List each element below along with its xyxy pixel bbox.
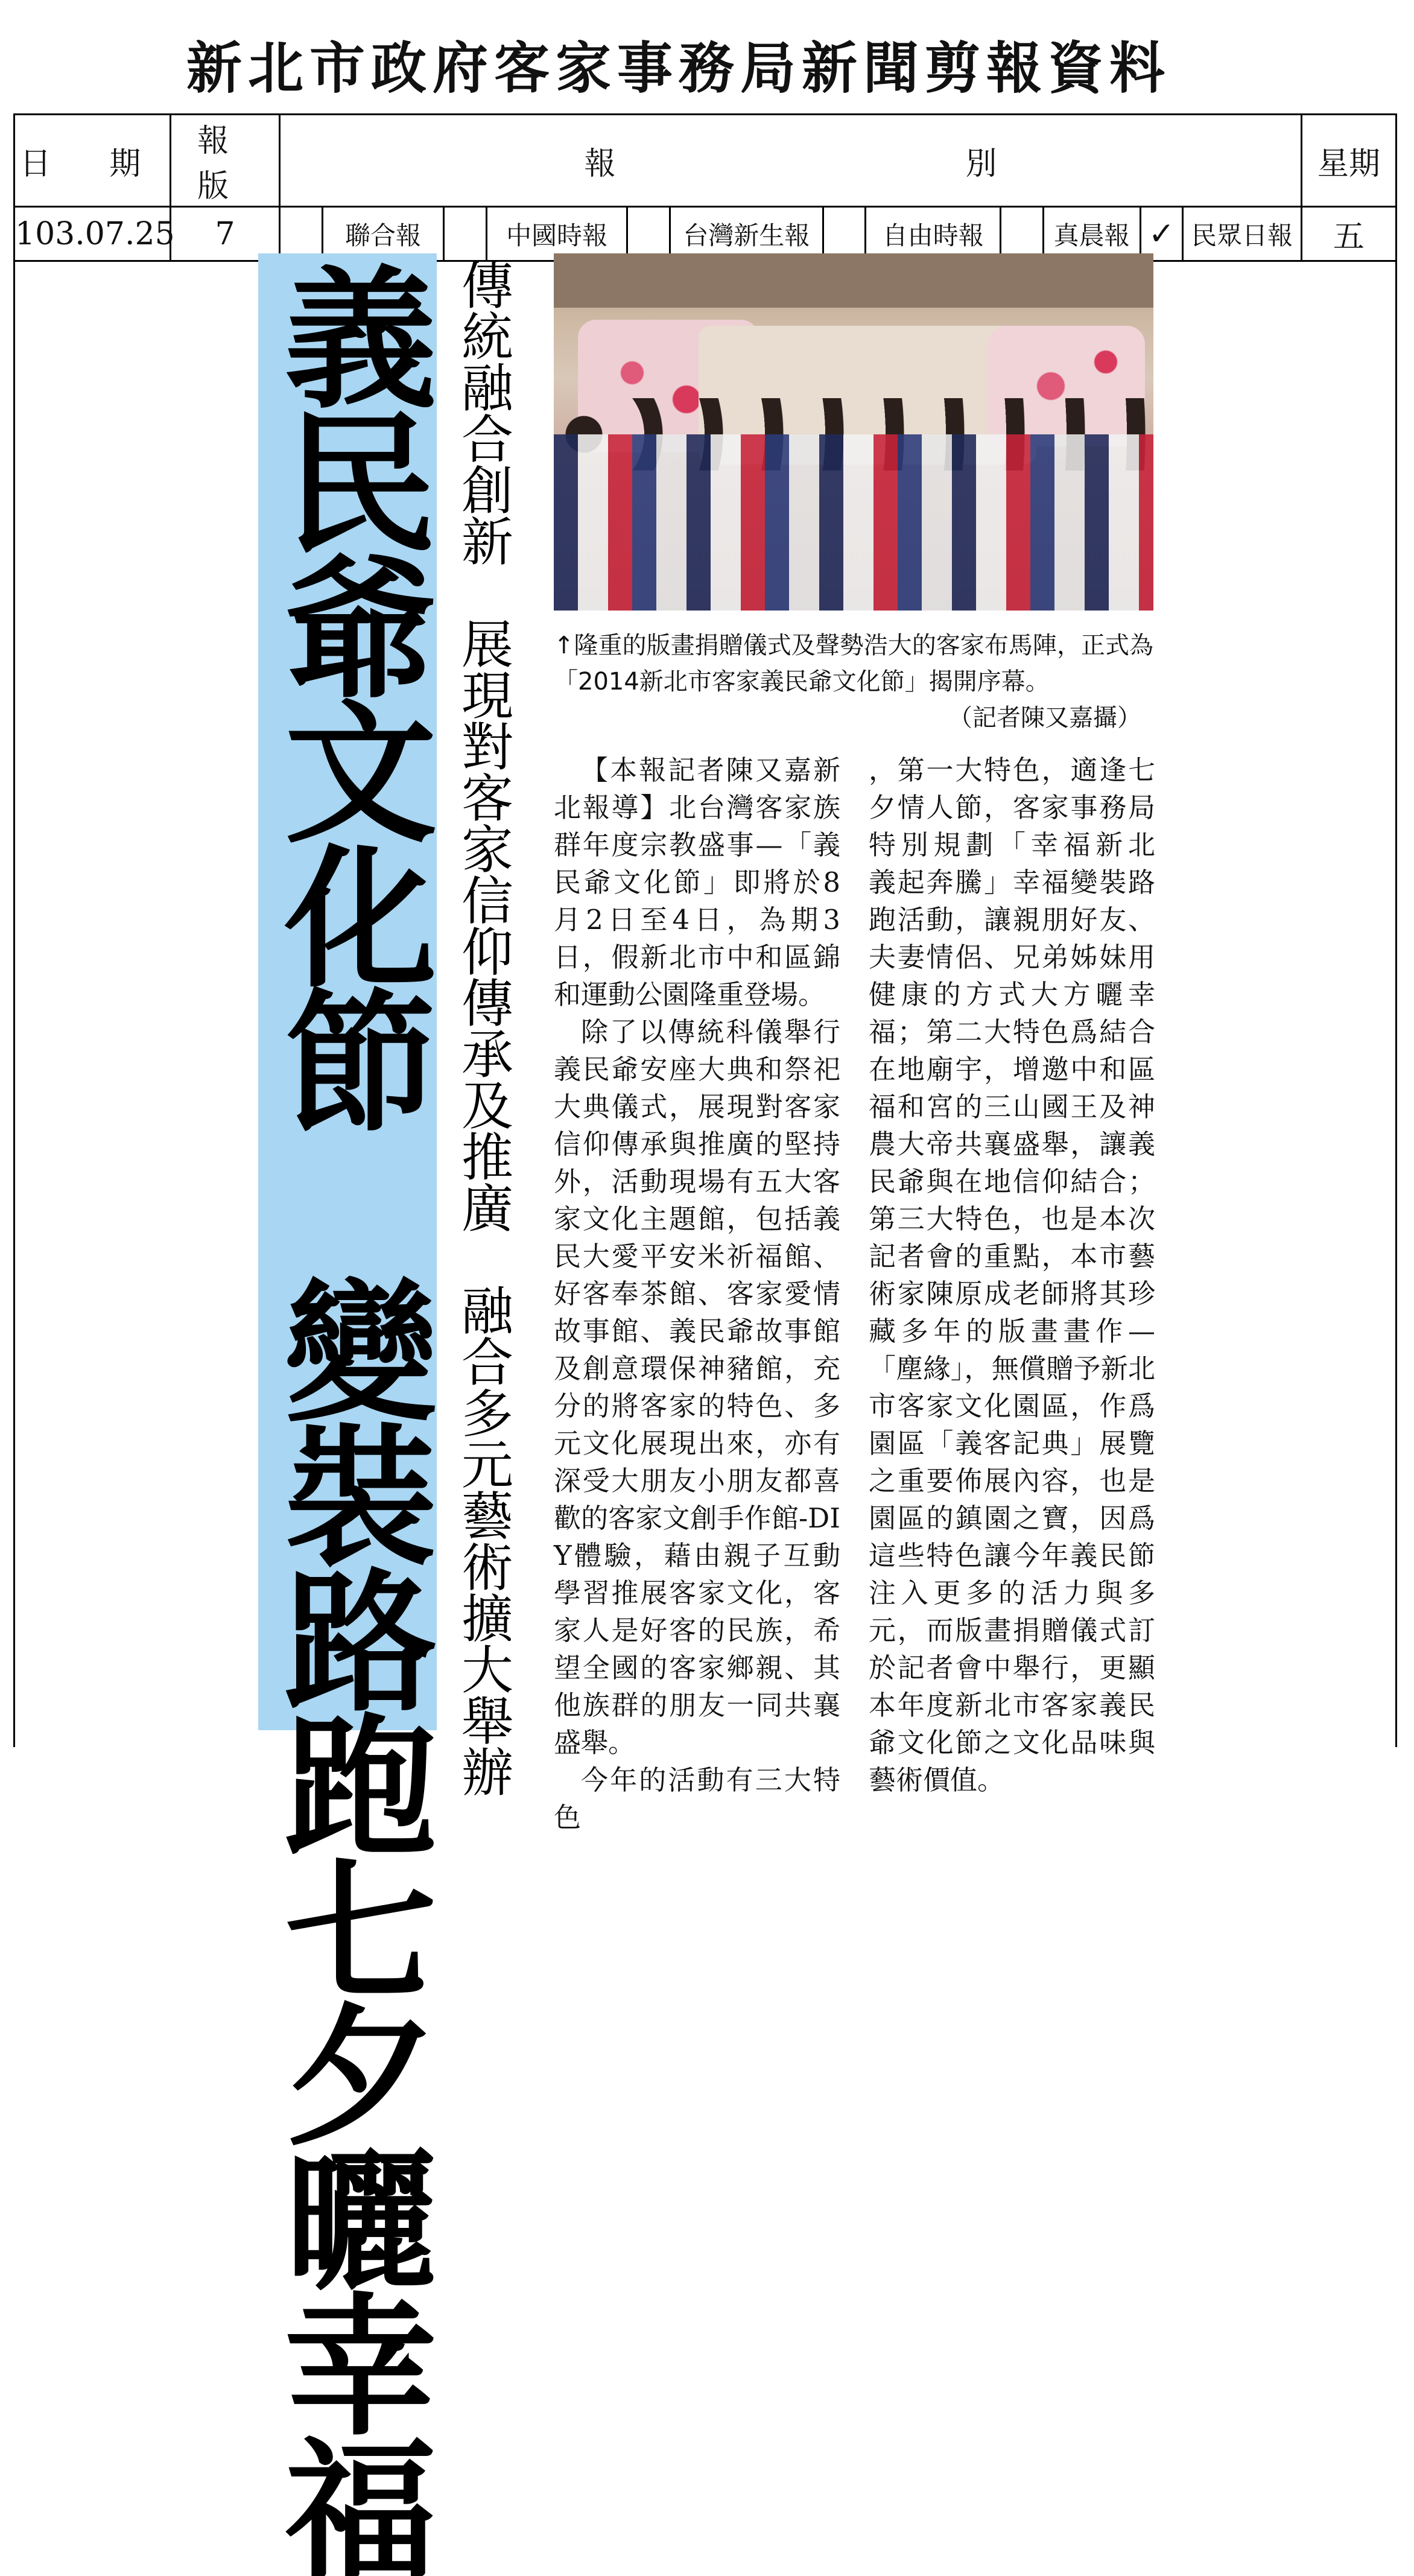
edition-value: 7 xyxy=(170,207,279,261)
edition-header: 報 版 xyxy=(170,115,279,207)
weekday-value: 五 xyxy=(1301,207,1396,261)
article-paragraph: 今年的活動有三大特色 xyxy=(554,1764,840,1833)
article-photo xyxy=(554,253,1153,611)
article-subheadline: 傳統融合創新 展現對客家信仰傳承及推廣 融合多元藝術擴大舉辦 xyxy=(452,258,513,1797)
newspaper-name: 自由時報 xyxy=(866,207,1001,261)
newspaper-name: 聯合報 xyxy=(322,207,443,261)
article-column-2 xyxy=(869,752,1183,1799)
article-column-1 xyxy=(554,752,840,1836)
date-value: 103.07.25 xyxy=(14,207,171,261)
selected-newspaper: 民眾日報 xyxy=(1183,207,1301,261)
document-title: 新北市政府客家事務局新聞剪報資料 xyxy=(186,36,1171,101)
newspaper-name: 台灣新生報 xyxy=(670,207,823,261)
newspaper-name: 真晨報 xyxy=(1043,207,1140,261)
weekday-header: 星期 xyxy=(1301,115,1396,207)
newspaper-name: 中國時報 xyxy=(486,207,627,261)
article-paragraph: ，第一大特色，適逢七夕情人節，客家事務局特別規劃「幸福新北 義起奔騰」幸福變裝路跑活動，讓親朋好友、夫妻情侶、兄弟姊妹用健康的方式大方曬幸福；第二大特色爲結合在地廟宇，增邀中和區福和宮的三山國王及神農大帝共襄盛舉，讓義民爺與在地信仰結合；第三大特色，也是本次記者會的重點，本市藝術家陳原成老師將其珍藏多年的版畫畫作—「塵緣」，無償贈予新北市客家文化園區，作爲園區「義客記典」展覽之重要佈展內容，也是園區的鎮園之寶，因爲這些特色讓今年義民節注入更多的活力與多元，而版畫捐贈儀式訂於記者會中舉行，更顯本年度新北市客家義民爺文化節之文化品味與藝術價值。 xyxy=(869,754,1183,1796)
article-paragraph: 【本報記者陳又嘉新北報導】北台灣客家族群年度宗教盛事—「義民爺文化節」即將於8月2日至4日，為期3日，假新北市中和區錦和運動公園隆重登場。 xyxy=(554,754,840,1010)
date-header: 日 期 xyxy=(14,115,171,207)
photo-caption xyxy=(554,627,1153,736)
newspaper-header: 報 別 xyxy=(280,115,1302,207)
photo-credit: （記者陳又嘉攝） xyxy=(948,704,1141,732)
article-paragraph: 除了以傳統科儀舉行義民爺安座大典和祭祀大典儀式，展現對客家信仰傳承與推廣的堅持外，活動現場有五大客家文化主題館，包括義民大愛平安米祈福館、好客奉茶館、客家愛情故事館、義民爺故事館及創意環保神豬館，充分的將客家的特色、多元文化展現出來，亦有深受大朋友小朋友都喜歡的客家文創手作館-DIY體驗，藉由親子互動學習推展客家文化，客家人是好客的民族，希望全國的客家鄉親、其他族群的朋友一同共襄盛舉。 xyxy=(554,1016,840,1759)
check-mark-icon: ✓ xyxy=(1140,207,1183,261)
caption-text: ↑隆重的版畫捐贈儀式及聲勢浩大的客家布馬陣，正式為「2014新北市客家義民爺文化節」揭開序幕。 xyxy=(554,632,1153,696)
article-headline: 義民爺文化節 變裝路跑七夕曬幸福 xyxy=(259,259,436,2576)
